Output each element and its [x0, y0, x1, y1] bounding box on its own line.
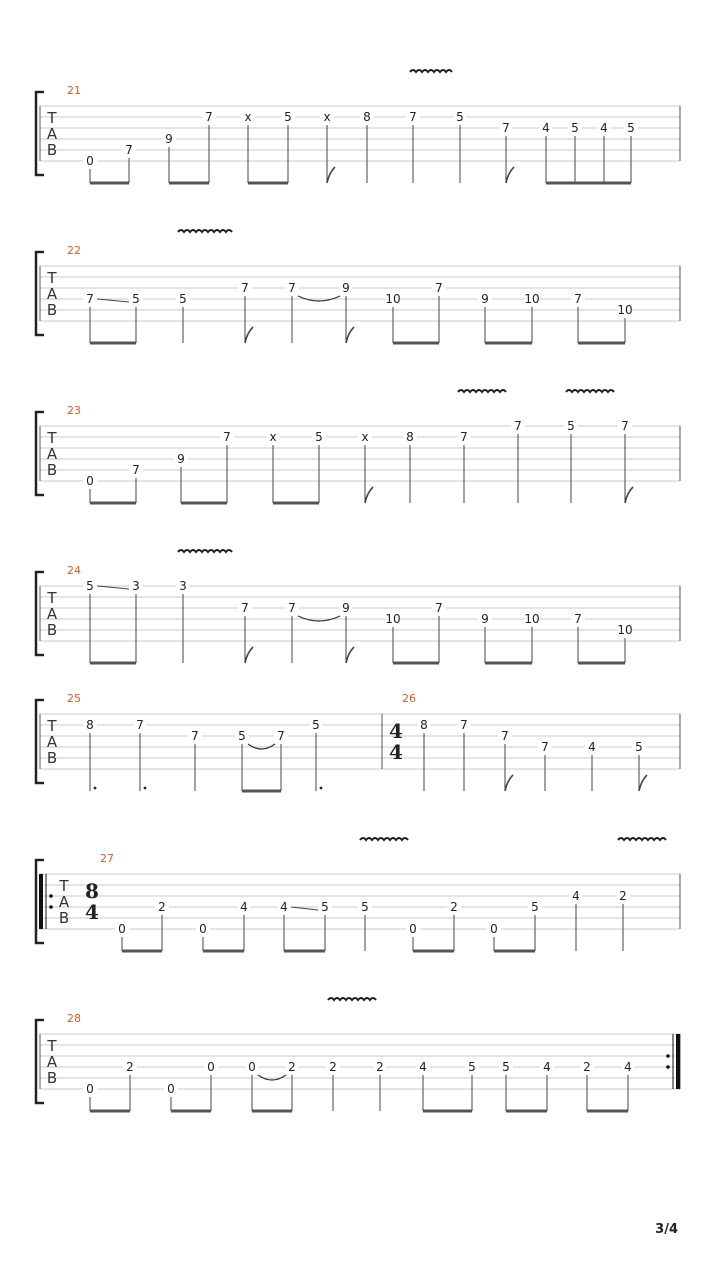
fret-number: 5 [627, 121, 635, 135]
tab-clef-letter: A [58, 893, 70, 911]
measure-number: 27 [100, 852, 114, 865]
tab-clef-letter: A [46, 605, 58, 623]
fret-number: 4 [240, 900, 248, 914]
fret-number: 7 [241, 281, 249, 295]
fret-number: 5 [284, 110, 292, 124]
note-flag [639, 775, 647, 791]
tab-clef-letter: T [47, 429, 57, 447]
tab-clef-letter: A [46, 733, 58, 751]
fret-number: 4 [572, 889, 580, 903]
fret-number: 0 [409, 922, 417, 936]
fret-number: 7 [125, 143, 133, 157]
fret-number: 5 [571, 121, 579, 135]
note-flag [365, 487, 373, 503]
fret-number: 9 [481, 612, 489, 626]
fret-number: 2 [376, 1060, 384, 1074]
fret-number: 2 [126, 1060, 134, 1074]
tab-system [36, 390, 680, 503]
measure-number: 26 [402, 692, 416, 705]
fret-number: 7 [86, 292, 94, 306]
time-signature-numerator: 8 [85, 879, 99, 903]
fret-number: 4 [419, 1060, 427, 1074]
fret-number: 10 [524, 612, 540, 626]
fret-number: 8 [420, 718, 428, 732]
vibrato-mark [328, 998, 376, 1000]
tab-clef-letter: B [46, 621, 58, 639]
fret-number: 7 [541, 740, 549, 754]
note-flag [506, 167, 514, 183]
fret-number: 0 [118, 922, 126, 936]
tab-system [36, 838, 680, 951]
repeat-dot [49, 905, 53, 909]
fret-number: x [323, 110, 331, 124]
vibrato-mark [178, 550, 232, 552]
page-number: 3/4 [655, 1222, 678, 1237]
fret-number: 2 [329, 1060, 337, 1074]
fret-number: 7 [132, 463, 140, 477]
fret-number: 3 [132, 579, 140, 593]
vibrato-mark [178, 230, 232, 232]
fret-number: 2 [619, 889, 627, 903]
vibrato-mark [458, 390, 506, 392]
fret-number: 7 [435, 601, 443, 615]
fret-number: 2 [288, 1060, 296, 1074]
duration-dot [144, 787, 147, 790]
fret-number: 0 [490, 922, 498, 936]
fret-number: 0 [199, 922, 207, 936]
note-flag [625, 487, 633, 503]
tab-system [36, 70, 680, 183]
fret-number: 2 [583, 1060, 591, 1074]
fret-number: 7 [502, 121, 510, 135]
fret-number: 9 [177, 452, 185, 466]
fret-number: 0 [86, 154, 94, 168]
tab-clef-letter: B [58, 909, 70, 927]
fret-number: 5 [468, 1060, 476, 1074]
fret-number: 7 [409, 110, 417, 124]
tab-clef-letter: T [47, 1037, 57, 1055]
fret-number: 7 [288, 601, 296, 615]
fret-number: 0 [86, 474, 94, 488]
tab-clef-letter: A [46, 125, 58, 143]
tab-system [36, 998, 680, 1111]
note-flag [505, 775, 513, 791]
fret-number: 4 [280, 900, 288, 914]
fret-number: 5 [361, 900, 369, 914]
time-signature-denominator: 4 [389, 740, 403, 764]
duration-dot [320, 787, 323, 790]
fret-number: 0 [248, 1060, 256, 1074]
fret-number: 2 [450, 900, 458, 914]
fret-number: x [244, 110, 252, 124]
tab-clef-letter: A [46, 1053, 58, 1071]
vibrato-mark [618, 838, 666, 840]
fret-number: 7 [205, 110, 213, 124]
tab-clef-letter: B [46, 461, 58, 479]
vibrato-mark [360, 838, 408, 840]
fret-number: 4 [543, 1060, 551, 1074]
fret-number: 8 [86, 718, 94, 732]
fret-number: 10 [524, 292, 540, 306]
tab-clef-letter: T [47, 589, 57, 607]
tab-clef-letter: B [46, 1069, 58, 1087]
fret-number: 10 [617, 623, 633, 637]
tab-clef-letter: B [46, 749, 58, 767]
fret-number: 7 [435, 281, 443, 295]
fret-number: 3 [179, 579, 187, 593]
fret-number: 7 [277, 729, 285, 743]
fret-number: 0 [207, 1060, 215, 1074]
fret-number: 5 [315, 430, 323, 444]
note-flag [245, 647, 253, 663]
fret-number: 7 [191, 729, 199, 743]
fret-number: x [361, 430, 369, 444]
fret-number: 5 [635, 740, 643, 754]
note-flag [346, 327, 354, 343]
measure-number: 28 [67, 1012, 81, 1025]
fret-number: 5 [531, 900, 539, 914]
time-signature-denominator: 4 [85, 900, 99, 924]
measure-number: 25 [67, 692, 81, 705]
tab-clef-letter: T [59, 877, 69, 895]
fret-number: 5 [238, 729, 246, 743]
fret-number: 0 [167, 1082, 175, 1096]
tab-clef-letter: T [47, 109, 57, 127]
vibrato-mark [566, 390, 614, 392]
fret-number: 5 [86, 579, 94, 593]
fret-number: 7 [460, 718, 468, 732]
tab-clef-letter: B [46, 141, 58, 159]
fret-number: 5 [312, 718, 320, 732]
fret-number: 5 [456, 110, 464, 124]
fret-number: 5 [502, 1060, 510, 1074]
fret-number: 9 [165, 132, 173, 146]
fret-number: 7 [574, 292, 582, 306]
fret-number: 7 [514, 419, 522, 433]
fret-number: 5 [179, 292, 187, 306]
tab-clef-letter: A [46, 285, 58, 303]
fret-number: 4 [624, 1060, 632, 1074]
fret-number: 8 [406, 430, 414, 444]
fret-number: 0 [86, 1082, 94, 1096]
fret-number: 9 [481, 292, 489, 306]
fret-number: 4 [588, 740, 596, 754]
note-flag [346, 647, 354, 663]
fret-number: 7 [241, 601, 249, 615]
fret-number: 7 [136, 718, 144, 732]
fret-number: 7 [621, 419, 629, 433]
tab-system [36, 230, 680, 343]
tab-system [36, 692, 680, 791]
tab-clef-letter: T [47, 269, 57, 287]
time-signature-numerator: 4 [389, 719, 403, 743]
fret-number: 7 [288, 281, 296, 295]
tab-clef-letter: B [46, 301, 58, 319]
measure-number: 21 [67, 84, 81, 97]
repeat-dot [666, 1065, 670, 1069]
tab-clef-letter: T [47, 717, 57, 735]
fret-number: 8 [363, 110, 371, 124]
fret-number: 7 [460, 430, 468, 444]
fret-number: 9 [342, 601, 350, 615]
repeat-dot [49, 894, 53, 898]
measure-number: 23 [67, 404, 81, 417]
vibrato-mark [410, 70, 452, 72]
fret-number: 7 [501, 729, 509, 743]
fret-number: 10 [617, 303, 633, 317]
measure-number: 24 [67, 564, 81, 577]
note-flag [245, 327, 253, 343]
duration-dot [94, 787, 97, 790]
repeat-dot [666, 1054, 670, 1058]
fret-number: 4 [600, 121, 608, 135]
note-flag [327, 167, 335, 183]
fret-number: 2 [158, 900, 166, 914]
tab-system [36, 550, 680, 663]
measure-number: 22 [67, 244, 81, 257]
tab-clef-letter: A [46, 445, 58, 463]
fret-number: 10 [385, 612, 401, 626]
fret-number: 7 [223, 430, 231, 444]
fret-number: 5 [321, 900, 329, 914]
fret-number: 10 [385, 292, 401, 306]
fret-number: 9 [342, 281, 350, 295]
fret-number: 4 [542, 121, 550, 135]
fret-number: 5 [132, 292, 140, 306]
fret-number: 7 [574, 612, 582, 626]
fret-number: x [269, 430, 277, 444]
fret-number: 5 [567, 419, 575, 433]
